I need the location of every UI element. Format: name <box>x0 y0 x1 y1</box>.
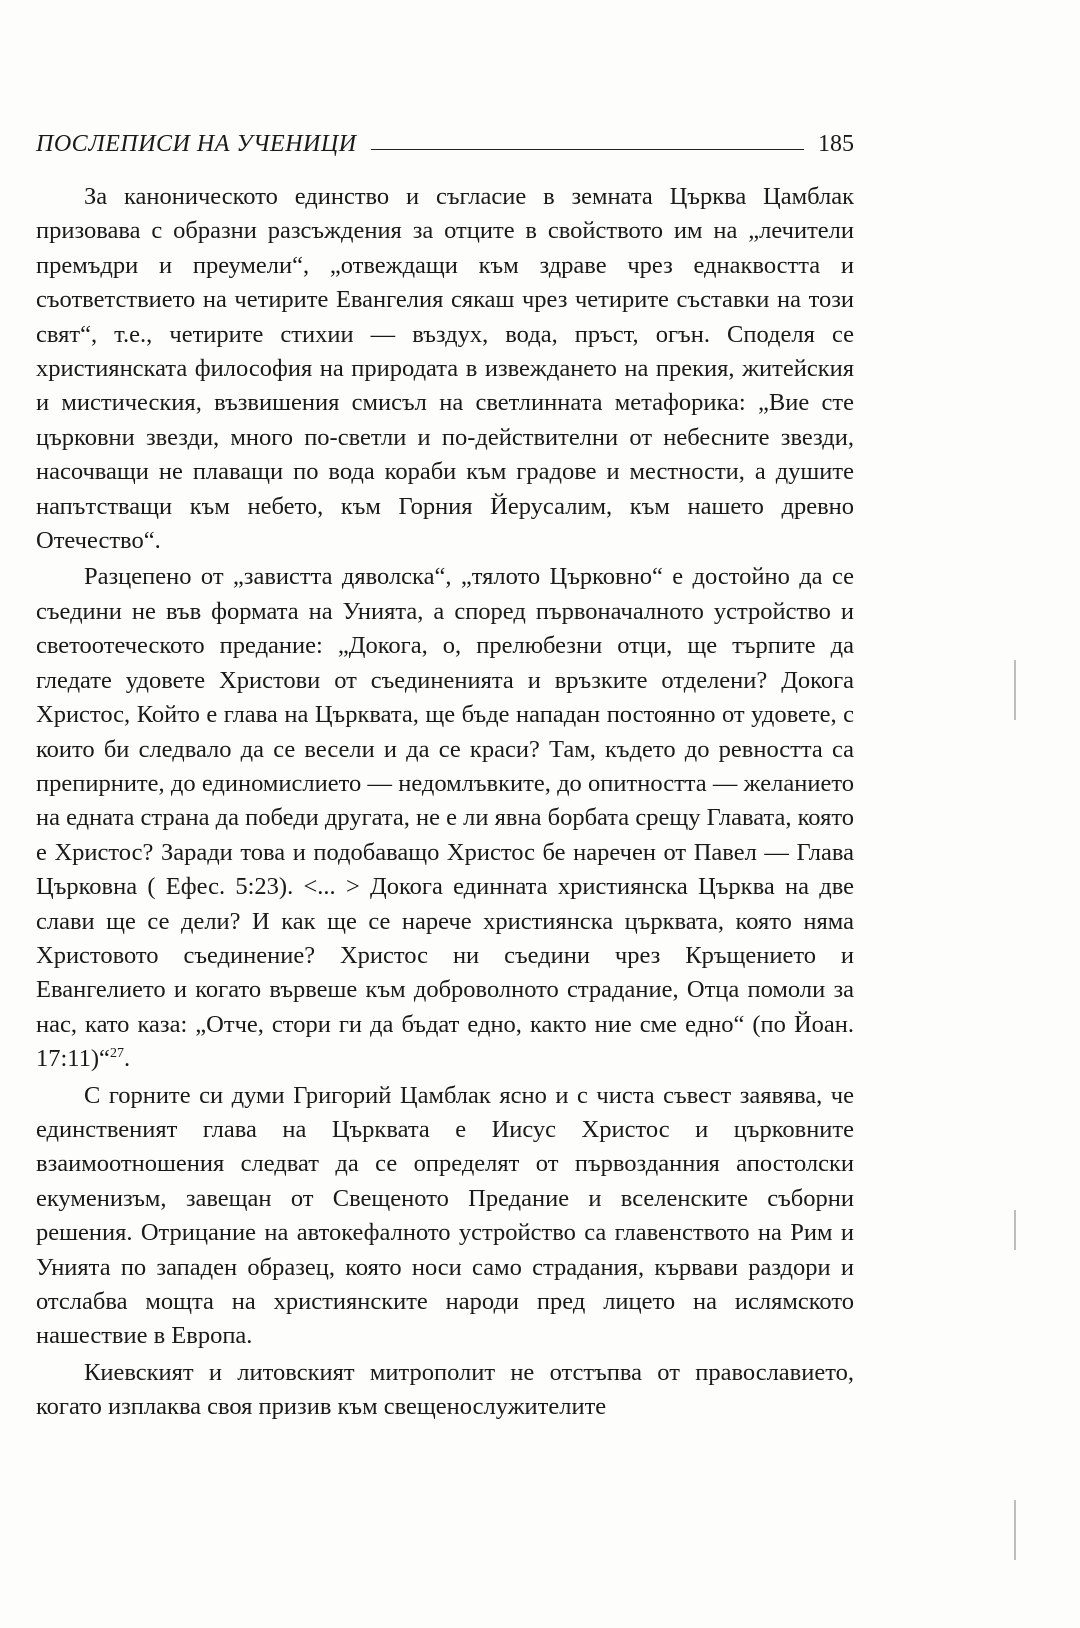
header-rule <box>371 149 804 150</box>
paragraph-3: С горните си думи Григорий Цамблак ясно и с чиста съвест заявява, че единственият глава на Църквата е Иисус Христос и църковните взаимоотношения следват да се определят от първозданния апостолски екуменизъм, завещан от Свещеното Предание и вселенските съборни решения. Отрицание на автокефалното устройство са главенството на Рим и Унията по западен образец, която носи само страдания, кървави раздори и отслабва мощта на християнските народи пред лицето на ислямското нашествие в Европа. <box>36 1081 854 1350</box>
scan-margin-mark <box>1014 660 1016 720</box>
paragraph-4: Киевският и литовският митрополит не отстъпва от православието, когато изплаква своя призив към свещенослужителите <box>36 1358 854 1421</box>
page-number: 185 <box>818 131 854 157</box>
scan-margin-mark <box>1014 1500 1016 1560</box>
paragraph-2: Разцепено от „завистта дяволска“, „тялото Църковно“ е достойно да се съедини не във формата на Унията, а според първоначалното устройство и светоотеческото предание: „Докога, о, прелюбезни отци, ще търпите да гледате удовете Христови от съединенията и връзките отделени? Докога Христос, Който е глава на Църквата, ще бъде нападан постоянно от удовете, с които би следвало да се весели и да се краси? Там, където до ревността са препирните, до единомислието — недомлъвките, до опитността — желанието на едната страна да победи другата, не е ли явна борбата срещу Главата, която е Христос? Заради това и подобаващо Христос бе наречен от Павел — Глава Църковна ( Ефес. 5:23). <... > Докога единната християнска Църква на две слави ще се дели? И как ще се нарече християнска църквата, която няма Христовото съединение? Христос ни съедини чрез Кръщението и Евангелието и когато вървеше към доброволното страдание, Отца помоли за нас, като каза: „Отче, стори ги да бъдат едно, както ние сме едно“ (по Йоан. 17:11)“$^{27}$. <box>36 563 854 1073</box>
body-text <box>36 180 854 1427</box>
running-header <box>36 120 854 156</box>
paragraph-1: За каноническото единство и съгласие в земната Църква Цамблак призовава с образни разсъждения за отците в свойството им на „лечители премъдри и преумели“, „отвеждащи към здраве чрез еднаквостта и съответствието на четирите Евангелия сякаш чрез четирите съставки на този свят“, т.е., четирите стихии — въздух, вода, пръст, огън. Споделя се християнската философия на природата в извеждането на прекия, житейския и мистическия, възвишения смисъл на светлинната метафорика: „Вие сте църковни звезди, много по-светли и по-действителни от небесните звезди, насочващи не плаващи по вода кораби към градове и местности, а душите напътстващи към небето, към Горния Йерусалим, към нашето древно Отечество“. <box>36 183 854 555</box>
paragraph-2-text: Разцепено от „завистта дяволска“, „тялото Църковно“ е достойно да се съедини не във формата на Унията, а според първоначалното устройство и светоотеческото предание: „Докога, о, прелюбезни отци, ще търпите да гледате удовете Христови от съединенията и връзките отделени? Докога Христос, Който е глава на Църквата, ще бъде нападан постоянно от удовете, с които би следвало да се весели и да се краси? Там, където до ревността са препирните, до единомислието — недомлъвките, до опитността — желанието на едната страна да победи другата, не е ли явна борбата срещу Главата, която е Христос? Заради това и подобаващо Христос бе наречен от Павел — Глава Църковна ( Ефес. 5:23). <... > Докога единната християнска Църква на две слави ще се дели? И как ще се нарече християнска църквата, която няма Христовото съединение? Христос ни съедини чрез Кръщението и Евангелието и когато вървеше към доброволното страдание, Отца помоли за нас, като каза: „Отче, стори ги да бъдат едно, както ние сме едно“ (по Йоан. 17:11)“ <box>36 563 854 1073</box>
footnote-ref[interactable]: 27 <box>109 1046 124 1061</box>
running-title: ПОСЛЕПИСИ НА УЧЕНИЦИ <box>36 131 357 157</box>
scan-margin-mark <box>1014 1210 1016 1250</box>
